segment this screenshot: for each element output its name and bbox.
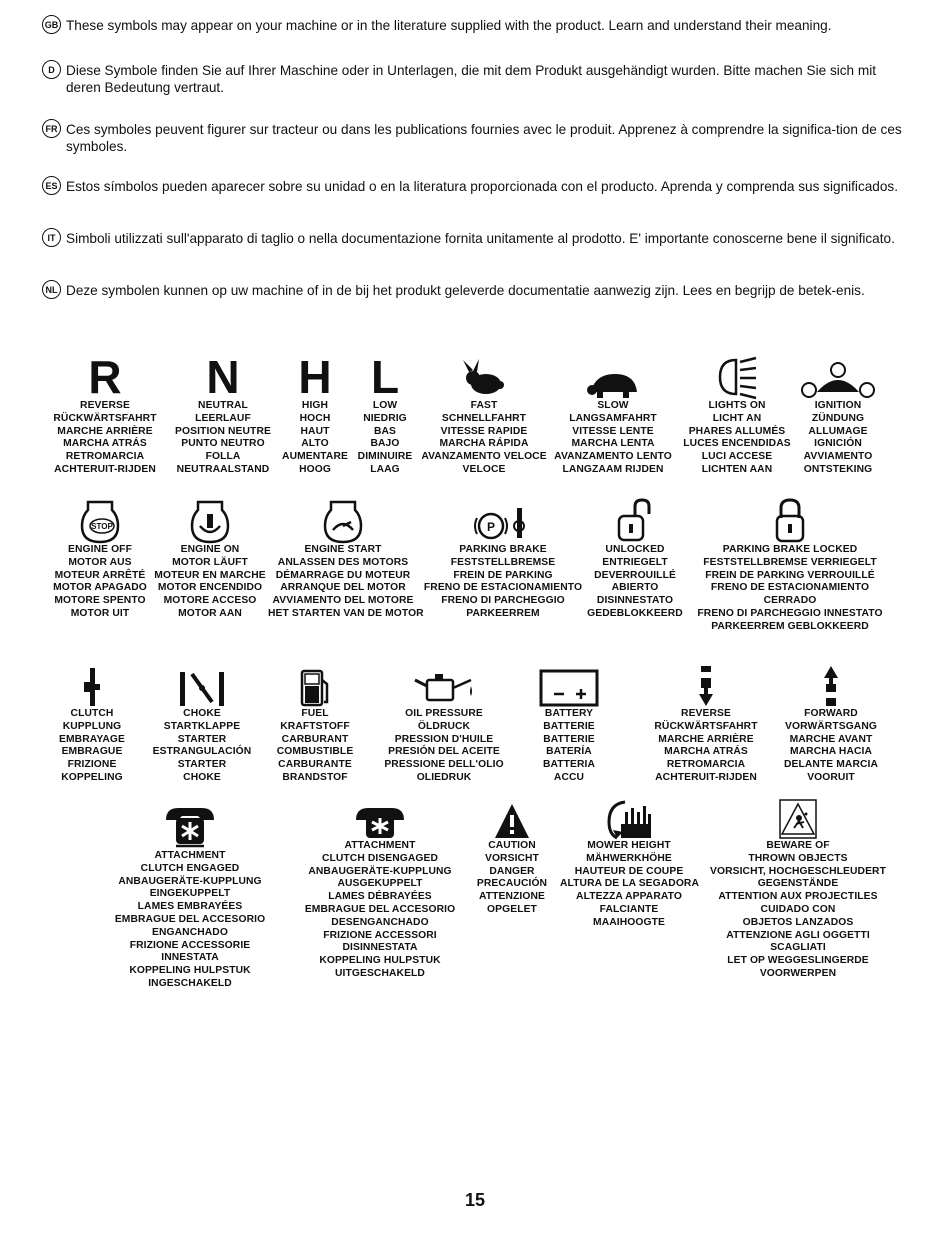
- symbol-label-line: MARCHA ATRÁS: [63, 438, 147, 450]
- letter-n-icon: N: [206, 351, 240, 403]
- stop-text: STOP: [91, 522, 113, 531]
- parking-p-text: P: [486, 520, 496, 534]
- symbol-labels: [580, 544, 690, 621]
- symbol-label-line: LOW: [372, 400, 398, 411]
- symbol-label-line: CLUTCH DISENGAGED: [321, 852, 439, 864]
- symbol-label-line: HET STARTEN VAN DE MOTOR: [268, 607, 424, 619]
- symbol-label-line: VORSICHT: [484, 852, 539, 864]
- symbol-label-line: ENTRIEGELT: [602, 556, 668, 568]
- symbol-attachment-engaged: [112, 796, 268, 991]
- symbol-label-line: MARCHA ATRÁS: [664, 746, 748, 758]
- symbol-thrown-objects: [706, 796, 890, 981]
- symbol-label-line: DESENGANCHADO: [331, 916, 429, 928]
- symbol-labels: [772, 708, 890, 785]
- symbol-label-line: DISINNESTATO: [596, 595, 674, 607]
- symbol-label-line: PRESIÓN DEL ACEITE: [388, 746, 500, 758]
- symbol-label-line: ARRANQUE DEL MOTOR: [280, 582, 406, 594]
- symbol-label-line: LAMES DÉBRAYÉES: [328, 891, 432, 903]
- symbol-label-line: COMBUSTIBLE: [276, 746, 354, 758]
- letter-h-icon: H: [298, 351, 332, 403]
- symbol-label-line: LUCES ENCENDIDAS: [683, 438, 791, 450]
- symbol-label-line: POSITION NEUTRE: [175, 425, 271, 437]
- symbol-label-line: ÖLDRUCK: [417, 720, 471, 732]
- symbol-label-line: LIGHTS ON: [708, 400, 766, 411]
- fuel-icon: [270, 654, 360, 708]
- symbol-label-line: HIGH: [301, 400, 329, 411]
- symbol-label-line: BATTERIA: [542, 759, 596, 771]
- symbol-label-line: MOTOR UIT: [70, 607, 130, 619]
- symbol-labels: [296, 840, 464, 981]
- symbol-label-line: MARCHE ARRIÈRE: [658, 733, 754, 745]
- symbol-labels: [270, 708, 360, 785]
- symbol-label-line: SLOW: [597, 400, 629, 411]
- intro-text: Deze symbolen kunnen op uw machine of in de bij het produkt geleverde documentatie aanwezig zijn. Lees en begrijp de betek-enis.: [66, 283, 865, 298]
- symbol-label-line: FESTSTELLBREMSE VERRIEGELT: [703, 556, 877, 568]
- symbol-label-line: AUMENTARE: [282, 451, 348, 463]
- intro-nl: [42, 282, 912, 318]
- symbol-label-line: ABIERTO: [611, 582, 659, 594]
- attachment-engaged-icon: [112, 796, 268, 850]
- symbol-labels: [706, 840, 890, 981]
- symbol-fuel: [270, 654, 360, 785]
- symbol-label-line: IGNICIÓN: [814, 438, 862, 450]
- symbol-label-line: BATERÍA: [546, 746, 592, 758]
- symbol-label-line: LICHT AN: [712, 412, 762, 424]
- symbol-label-line: AVANZAMENTO VELOCE: [421, 451, 547, 463]
- symbol-label-line: OIL PRESSURE: [405, 708, 483, 719]
- symbol-label-line: VITESSE RAPIDE: [440, 425, 528, 437]
- ignition-icon: [790, 344, 886, 400]
- symbol-labels: [526, 708, 612, 785]
- rabbit-icon: [416, 352, 552, 400]
- engine-on-icon: [152, 492, 268, 544]
- symbol-label-line: STARTER: [177, 733, 227, 745]
- page-number: 15: [464, 1190, 486, 1210]
- symbol-engine-off: [50, 492, 150, 621]
- symbol-label-line: PARKING BRAKE: [459, 544, 547, 555]
- symbol-label-line: UNLOCKED: [605, 544, 665, 555]
- symbol-label-line: STARTER: [177, 759, 227, 771]
- intro-text: Ces symboles peuvent figurer sur tracteur ou dans les publications fournies avec le produit. Apprenez à comprendre la significa-tion de ces symboles.: [66, 122, 902, 154]
- symbol-label-line: OLIEDRUK: [416, 771, 472, 783]
- symbol-label-line: IGNITION: [814, 400, 862, 411]
- symbol-label-line: FRIZIONE ACCESSORIE: [129, 939, 251, 951]
- symbol-label-line: PRESSIONE DELL'OLIO: [384, 759, 504, 771]
- symbol-label-line: CLUTCH ENGAGED: [140, 862, 240, 874]
- symbol-label-line: EMBRAGUE DEL ACCESORIO: [114, 913, 266, 925]
- symbol-label-line: FREIN DE PARKING VERROUILLÉ: [705, 569, 875, 581]
- intro-text: Diese Symbole finden Sie auf Ihrer Maschine oder in Unterlagen, die mit dem Produkt ausgehändigt wurden. Bitte machen Sie sich mit deren Bedeutung vertraut.: [66, 63, 877, 95]
- symbol-label-line: INNESTATA: [161, 952, 219, 964]
- symbol-label-line: MOTEUR EN MARCHE: [154, 569, 266, 581]
- mower-height-icon: [560, 796, 698, 840]
- symbol-label-line: ANBAUGERÄTE-KUPPLUNG: [308, 865, 452, 877]
- symbol-label-line: ANBAUGERÄTE-KUPPLUNG: [118, 875, 262, 887]
- symbol-label-line: NEUTRAL: [198, 400, 248, 411]
- intro-fr: [42, 121, 912, 157]
- symbol-label-line: ACHTERUIT-RIJDEN: [655, 771, 757, 783]
- symbol-label-line: MOTEUR ARRÊTÉ: [54, 569, 146, 581]
- symbol-label-line: BATTERIE: [543, 720, 595, 732]
- symbol-label-line: HAUT: [300, 425, 330, 437]
- symbol-parking-brake-locked: [688, 492, 892, 634]
- symbol-label-line: MARCHA RÁPIDA: [439, 438, 529, 450]
- symbol-choke: [146, 654, 258, 785]
- symbol-label-line: MOTORE SPENTO: [54, 595, 146, 607]
- symbol-label-line: REVERSE: [681, 708, 731, 719]
- symbol-label-line: FRENO DI PARCHEGGIO INNESTATO: [697, 607, 883, 619]
- symbol-parking-brake: [420, 492, 586, 621]
- symbol-label-line: SCHNELLFAHRT: [441, 412, 527, 424]
- symbol-labels: [168, 400, 278, 477]
- symbol-label-line: CHOKE: [183, 771, 221, 783]
- symbol-slow: [552, 352, 674, 477]
- symbol-label-line: THROWN OBJECTS: [748, 852, 848, 864]
- intro-gb: [42, 17, 912, 37]
- symbol-label-line: GEGENSTÄNDE: [757, 878, 839, 890]
- symbol-labels: [650, 708, 762, 785]
- symbol-label-line: ENGINE OFF: [68, 544, 132, 555]
- choke-icon: [146, 654, 258, 708]
- symbol-lights-on: [676, 340, 798, 477]
- symbol-label-line: CAUTION: [488, 840, 536, 851]
- symbol-label-line: ALTEZZA APPARATO: [576, 891, 682, 903]
- symbol-label-line: NEUTRAALSTAND: [176, 463, 270, 475]
- symbol-label-line: RETROMARCIA: [65, 451, 145, 463]
- symbol-label-line: ATTENZIONE AGLI OGGETTI: [726, 929, 870, 941]
- symbol-label-line: ATTACHMENT: [344, 840, 416, 851]
- symbol-label-line: KOPPELING HULPSTUK: [319, 955, 441, 967]
- symbol-label-line: LAAG: [370, 463, 400, 475]
- symbol-label-line: ANLASSEN DES MOTORS: [277, 556, 409, 568]
- symbol-label-line: FRENO DE ESTACIONAMIENTO: [423, 582, 583, 594]
- letter-l-icon: L: [370, 351, 400, 403]
- intro-text: These symbols may appear on your machine or in the literature supplied with the product. Learn and understand their meaning.: [66, 18, 832, 33]
- oil-pressure-icon: [372, 654, 516, 708]
- symbol-label-line: DEVERROUILLÉ: [594, 569, 676, 581]
- symbol-label-line: VELOCE: [462, 463, 506, 475]
- symbol-reverse-arrow: [650, 654, 762, 785]
- symbol-label-line: FOLLA: [205, 451, 241, 463]
- symbol-label-line: INGESCHAKELD: [148, 977, 232, 989]
- symbol-forward-arrow: [772, 654, 890, 785]
- symbol-label-line: LAMES EMBRAYÉES: [137, 901, 243, 913]
- reverse-arrow-icon: [650, 654, 762, 708]
- symbol-label-line: DÉMARRAGE DU MOTEUR: [275, 569, 411, 581]
- symbol-clutch: [50, 654, 134, 785]
- symbol-label-line: ATTENTION AUX PROJECTILES: [718, 891, 878, 903]
- symbol-label-line: EMBRAGUE DEL ACCESORIO: [304, 903, 456, 915]
- symbol-label-line: MOTOR ENCENDIDO: [157, 582, 263, 594]
- symbol-label-line: RÜCKWÄRTSFAHRT: [53, 412, 157, 424]
- unlocked-icon: [580, 492, 690, 544]
- symbol-label-line: OBJETOS LANZADOS: [742, 916, 854, 928]
- symbol-label-line: MAAIHOOGTE: [593, 916, 665, 928]
- symbol-engine-start: [268, 492, 424, 621]
- symbol-label-line: VORSICHT, HOCHGESCHLEUDERT: [710, 865, 886, 877]
- symbol-label-line: ESTRANGULACIÓN: [152, 746, 252, 758]
- symbol-label-line: FRIZIONE: [67, 759, 117, 771]
- symbol-label-line: DANGER: [489, 865, 535, 877]
- symbol-label-line: FORWARD: [804, 708, 858, 719]
- symbol-label-line: DIMINUIRE: [357, 451, 413, 463]
- symbol-labels: [420, 544, 586, 621]
- it-flag-icon: IT: [42, 228, 61, 247]
- symbol-label-line: BAS: [373, 425, 397, 437]
- symbol-label-line: PARKING BRAKE LOCKED: [722, 544, 858, 555]
- symbol-label-line: CLUTCH: [70, 708, 114, 719]
- symbol-label-line: VORWÄRTSGANG: [785, 720, 877, 732]
- symbol-label-line: FRENO DI PARCHEGGIO: [441, 595, 565, 607]
- symbol-label-line: PARKEERREM: [466, 607, 540, 619]
- symbol-label-line: MARCHA HACIA: [789, 746, 873, 758]
- symbol-high-h: [270, 352, 360, 477]
- nl-flag-icon: NL: [42, 280, 61, 299]
- symbol-label-line: DISINNESTATA: [342, 942, 418, 954]
- symbol-attachment-disengaged: [296, 796, 464, 981]
- symbol-label-line: RÜCKWÄRTSFAHRT: [654, 720, 758, 732]
- symbol-label-line: PUNTO NEUTRO: [181, 438, 265, 450]
- symbol-low-l: [352, 352, 418, 477]
- symbol-label-line: KRAFTSTOFF: [280, 720, 350, 732]
- symbol-label-line: KOPPELING: [61, 771, 123, 783]
- symbol-label-line: LICHTEN AAN: [701, 463, 773, 475]
- symbol-label-line: EMBRAYAGE: [59, 733, 125, 745]
- symbol-unlocked: [580, 492, 690, 621]
- symbol-neutral-n: [168, 352, 278, 477]
- symbol-label-line: LUCI ACCESE: [701, 451, 773, 463]
- symbol-labels: [560, 840, 698, 930]
- symbol-label-line: LANGSAMFAHRT: [569, 412, 657, 424]
- symbol-label-line: MOTOR LÄUFT: [172, 556, 248, 568]
- symbol-label-line: VITESSE LENTE: [572, 425, 654, 437]
- symbol-label-line: REVERSE: [80, 400, 130, 411]
- symbol-label-line: CUIDADO CON: [760, 903, 836, 915]
- forward-arrow-icon: [772, 654, 890, 708]
- symbol-label-line: BEWARE OF: [766, 840, 830, 851]
- symbol-battery: [526, 654, 612, 785]
- symbol-oil-pressure: [372, 654, 516, 785]
- symbol-label-line: DELANTE MARCIA: [783, 759, 879, 771]
- headlight-icon: [676, 340, 798, 400]
- symbol-label-line: AUSGEKUPPELT: [337, 878, 423, 890]
- symbol-label-line: PRECAUCIÓN: [476, 878, 548, 890]
- symbol-labels: [352, 400, 418, 477]
- locked-icon: [688, 492, 892, 544]
- symbol-label-line: ATTACHMENT: [154, 850, 226, 861]
- symbol-label-line: MARCHE ARRIÈRE: [57, 425, 153, 437]
- symbol-label-line: MOTOR AAN: [178, 607, 242, 619]
- symbol-label-line: CARBURANT: [281, 733, 349, 745]
- symbol-label-line: KUPPLUNG: [62, 720, 122, 732]
- symbol-label-line: VOORWERPEN: [759, 967, 837, 979]
- symbol-label-line: EMBRAGUE: [61, 746, 123, 758]
- symbol-label-line: KOPPELING HULPSTUK: [129, 965, 251, 977]
- symbol-labels: [146, 708, 258, 785]
- symbol-label-line: BAJO: [370, 438, 400, 450]
- symbol-labels: [676, 400, 798, 477]
- symbol-label-line: MOTOR AUS: [68, 556, 132, 568]
- symbol-label-line: LET OP WEGGESLINGERDE: [727, 955, 869, 967]
- symbol-labels: [552, 400, 674, 477]
- symbol-label-line: FESTSTELLBREMSE: [450, 556, 556, 568]
- symbol-label-line: BATTERY: [544, 708, 594, 719]
- symbol-label-line: HOCH: [299, 412, 331, 424]
- symbol-label-line: BATTERIE: [543, 733, 595, 745]
- symbol-label-line: AVVIAMENTO DEL MOTORE: [272, 595, 414, 607]
- battery-icon: [526, 654, 612, 708]
- symbol-label-line: ACHTERUIT-RIJDEN: [54, 463, 156, 475]
- symbol-label-line: PRESSION D'HUILE: [394, 733, 494, 745]
- symbol-labels: [270, 400, 360, 477]
- symbol-label-line: SCAGLIATI: [770, 942, 826, 954]
- symbol-mower-height: [560, 796, 698, 930]
- symbol-label-line: RETROMARCIA: [666, 759, 746, 771]
- symbol-label-line: VOORUIT: [807, 771, 855, 783]
- symbol-label-line: EINGEKUPPELT: [149, 888, 231, 900]
- symbol-labels: [470, 840, 554, 917]
- clutch-icon: [50, 654, 134, 708]
- thrown-objects-icon: [706, 796, 890, 840]
- engine-start-icon: [268, 492, 418, 544]
- symbol-labels: [790, 400, 886, 477]
- symbol-labels: [688, 544, 892, 634]
- gb-flag-icon: GB: [42, 15, 61, 34]
- symbol-label-line: ENGINE ON: [180, 544, 240, 555]
- caution-icon: [470, 796, 554, 840]
- symbol-fast: [416, 352, 552, 477]
- symbol-label-line: AVVIAMENTO: [803, 451, 873, 463]
- symbol-labels: [50, 708, 134, 785]
- intro-text: Simboli utilizzati sull'apparato di taglio o nella documentazione fornita unitamente al prodotto. E' importante conoscerne bene il significato.: [66, 231, 895, 246]
- symbol-label-line: PARKEERREM GEBLOKKEERD: [711, 620, 869, 632]
- symbol-label-line: FAST: [470, 400, 498, 411]
- symbol-label-line: MARCHA LENTA: [571, 438, 655, 450]
- symbol-label-line: ENGINE START: [304, 544, 382, 555]
- engine-off-icon: [50, 492, 150, 544]
- symbol-label-line: ENGANCHADO: [152, 926, 228, 938]
- symbol-label-line: MOTOR APAGADO: [53, 582, 147, 594]
- letter-r-icon: R: [88, 351, 122, 403]
- symbol-label-line: MARCHE AVANT: [789, 733, 873, 745]
- symbol-label-line: CARBURANTE: [278, 759, 352, 771]
- symbol-label-line: FREIN DE PARKING: [453, 569, 553, 581]
- symbol-label-line: ALTURA DE LA SEGADORA: [560, 878, 700, 890]
- symbol-engine-on: [152, 492, 268, 621]
- symbol-reverse-r: [50, 352, 160, 477]
- intro-it: [42, 230, 912, 266]
- symbol-label-line: ATTENZIONE: [478, 891, 546, 903]
- symbol-label-line: HAUTEUR DE COUPE: [574, 865, 684, 877]
- symbol-label-line: ONTSTEKING: [803, 463, 873, 475]
- symbol-labels: [152, 544, 268, 621]
- intro-d: [42, 62, 912, 98]
- symbol-labels: [50, 544, 150, 621]
- symbol-label-line: MÄHWERKHÖHE: [586, 852, 672, 864]
- symbol-labels: [416, 400, 552, 477]
- symbol-label-line: PHARES ALLUMÉS: [688, 425, 786, 437]
- symbol-label-line: OPGELET: [487, 903, 537, 915]
- symbol-labels: [50, 400, 160, 477]
- symbol-label-line: BRANDSTOF: [282, 771, 348, 783]
- d-flag-icon: D: [42, 60, 61, 79]
- symbol-label-line: CERRADO: [763, 595, 817, 607]
- symbol-label-line: CHOKE: [183, 708, 221, 719]
- symbol-label-line: NIEDRIG: [363, 412, 407, 424]
- symbol-labels: [112, 850, 268, 991]
- parking-brake-icon: [420, 492, 586, 544]
- symbol-label-line: MOTORE ACCESO: [163, 595, 257, 607]
- symbol-ignition: [790, 344, 886, 477]
- fr-flag-icon: FR: [42, 119, 61, 138]
- symbol-label-line: FRIZIONE ACCESSORI: [323, 929, 437, 941]
- turtle-icon: [552, 352, 674, 400]
- intro-text: Estos símbolos pueden aparecer sobre su unidad o en la literatura proporcionada con el producto. Aprenda y comprenda sus significados.: [66, 179, 898, 194]
- symbol-label-line: FRENO DE ESTACIONAMIENTO: [710, 582, 870, 594]
- symbol-labels: [268, 544, 424, 621]
- symbol-label-line: LEERLAUF: [195, 412, 251, 424]
- symbol-labels: [372, 708, 516, 785]
- symbol-label-line: LANGZAAM RIJDEN: [562, 463, 664, 475]
- intro-es: [42, 178, 912, 214]
- symbol-label-line: GEDEBLOKKEERD: [587, 607, 683, 619]
- attachment-disengaged-icon: [296, 796, 464, 840]
- symbol-label-line: STARTKLAPPE: [163, 720, 241, 732]
- symbol-label-line: MOWER HEIGHT: [587, 840, 671, 851]
- symbol-label-line: ALLUMAGE: [808, 425, 868, 437]
- symbol-label-line: ACCU: [553, 771, 585, 783]
- symbol-label-line: HOOG: [299, 463, 331, 475]
- es-flag-icon: ES: [42, 176, 61, 195]
- symbol-caution: [470, 796, 554, 917]
- symbol-label-line: AVANZAMENTO LENTO: [554, 451, 672, 463]
- symbol-label-line: ALTO: [301, 438, 329, 450]
- symbol-label-line: FUEL: [301, 708, 329, 719]
- symbol-label-line: ZÜNDUNG: [811, 412, 865, 424]
- symbol-label-line: UITGESCHAKELD: [335, 967, 425, 979]
- symbol-label-line: FALCIANTE: [599, 903, 659, 915]
